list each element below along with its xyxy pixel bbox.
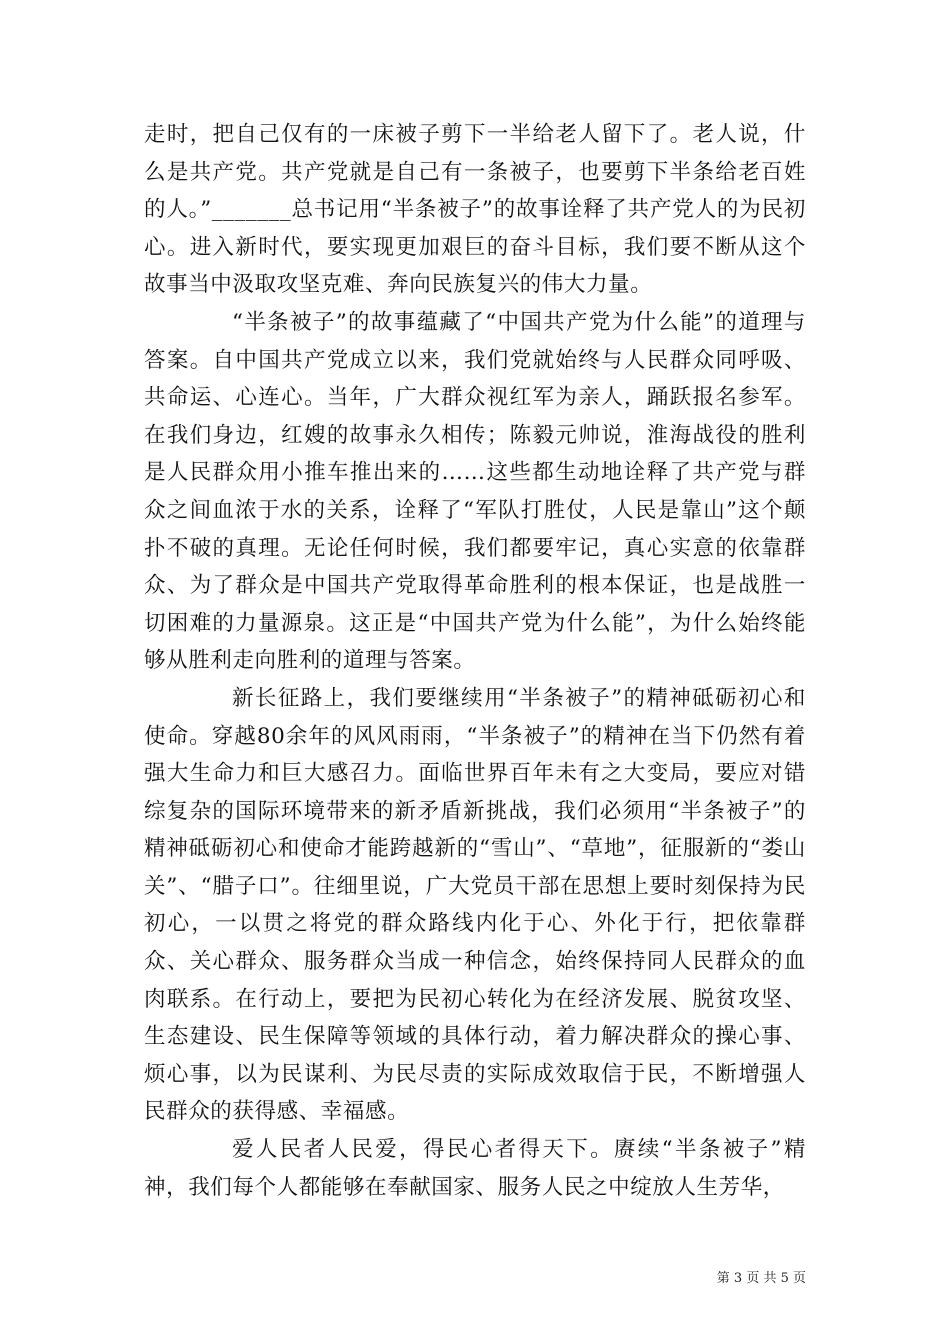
document-body [144,116,806,1206]
paragraph-1: 走时，把自己仅有的一床被子剪下一半给老人留下了。老人说，什么是共产党。共产党就是自己有一条被子，也要剪下半条给老百姓的人。”_______总书记用“半条被子”的故事诠释了共产党人的为民初心。进入新时代，要实现更加艰巨的奋斗目标，我们要不断从这个故事当中汲取攻坚克难、奔向民族复兴的伟大力量。 [144,122,806,298]
paragraph-2: “半条被子”的故事蕴藏了“中国共产党为什么能”的道理与答案。自中国共产党成立以来，我们党就始终与人民群众同呼吸、共命运、心连心。当年，广大群众视红军为亲人，踊跃报名参军。在我们身边，红嫂的故事永久相传；陈毅元帅说，淮海战役的胜利是人民群众用小推车推出来的……这些都生动地诠释了共产党与群众之间血浓于水的关系，诠释了“军队打胜仗，人民是靠山”这个颠扑不破的真理。无论任何时候，我们都要牢记，真心实意的依靠群众、为了群众是中国共产党取得革命胜利的根本保证，也是战胜一切困难的力量源泉。这正是“中国共产党为什么能”，为什么始终能够从胜利走向胜利的道理与答案。 [144,309,806,674]
paragraph-4: 爱人民者人民爱，得民心者得天下。赓续“半条被子”精神，我们每个人都能够在奉献国家、服务人民之中绽放人生芳华， [144,1137,806,1200]
paragraph-3: 新长征路上，我们要继续用“半条被子”的精神砥砺初心和使命。穿越80余年的风风雨雨，“半条被子”的精神在当下仍然有着强大生命力和巨大感召力。面临世界百年未有之大变局，要应对错综复杂的国际环境带来的新矛盾新挑战，我们必须用“半条被子”的精神砥砺初心和使命才能跨越新的“雪山”、“草地”，征服新的“娄山关”、“腊子口”。往细里说，广大党员干部在思想上要时刻保持为民初心，一以贯之将党的群众路线内化于心、外化于行，把依靠群众、关心群众、服务群众当成一种信念，始终保持同人民群众的血肉联系。在行动上，要把为民初心转化为在经济发展、脱贫攻坚、生态建设、民生保障等领域的具体行动，着力解决群众的操心事、烦心事，以为民谋利、为民尽责的实际成效取信于民，不断增强人民群众的获得感、幸福感。 [144,685,806,1125]
page-number-footer: 第 3 页 共 5 页 [716,1271,806,1286]
